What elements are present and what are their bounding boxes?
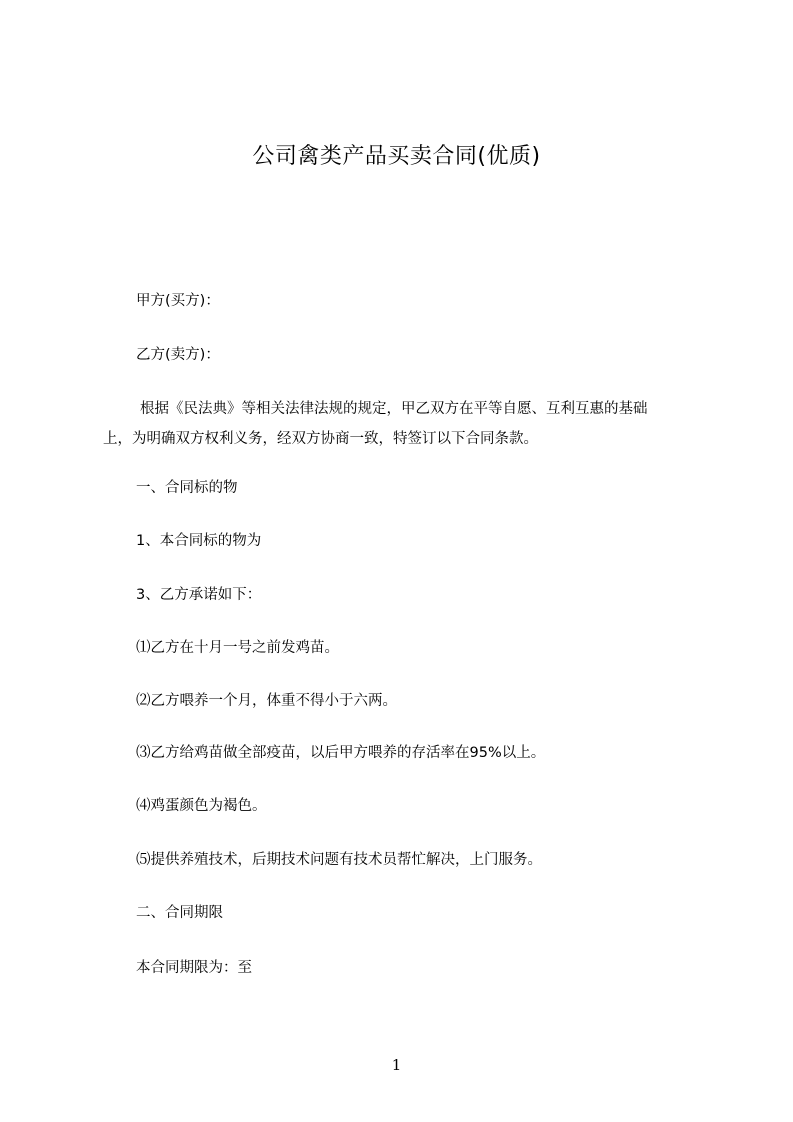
clause-item-1: 1、本合同标的物为: [136, 533, 262, 549]
promise-item-2: ⑵乙方喂养一个月，体重不得小于六两。: [136, 693, 397, 709]
preamble-line-1: 根据《民法典》等相关法律法规的规定，甲乙双方在平等自愿、互利互惠的基础: [140, 401, 648, 417]
promise-item-3: ⑶乙方给鸡苗做全部疫苗，以后甲方喂养的存活率在95%以上。: [136, 745, 546, 761]
promise-item-5: ⑸提供养殖技术，后期技术问题有技术员帮忙解决，上门服务。: [136, 852, 542, 868]
section-1-heading: 一、合同标的物: [136, 480, 238, 496]
term-text: 本合同期限为：至: [136, 960, 252, 976]
promise-item-4: ⑷鸡蛋颜色为褐色。: [136, 798, 267, 814]
preamble-line-2: 上，为明确双方权利义务，经双方协商一致，特签订以下合同条款。: [103, 431, 538, 447]
party-a-label: 甲方(买方)：: [136, 293, 220, 309]
party-b-label: 乙方(卖方)：: [136, 347, 220, 363]
preamble-paragraph: [103, 394, 703, 454]
document-title: 公司禽类产品买卖合同(优质): [252, 144, 541, 169]
section-2-heading: 二、合同期限: [136, 905, 223, 921]
promise-item-1: ⑴乙方在十月一号之前发鸡苗。: [136, 640, 339, 656]
clause-item-3: 3、乙方承诺如下：: [136, 587, 262, 603]
page-number: 1: [391, 1056, 402, 1074]
